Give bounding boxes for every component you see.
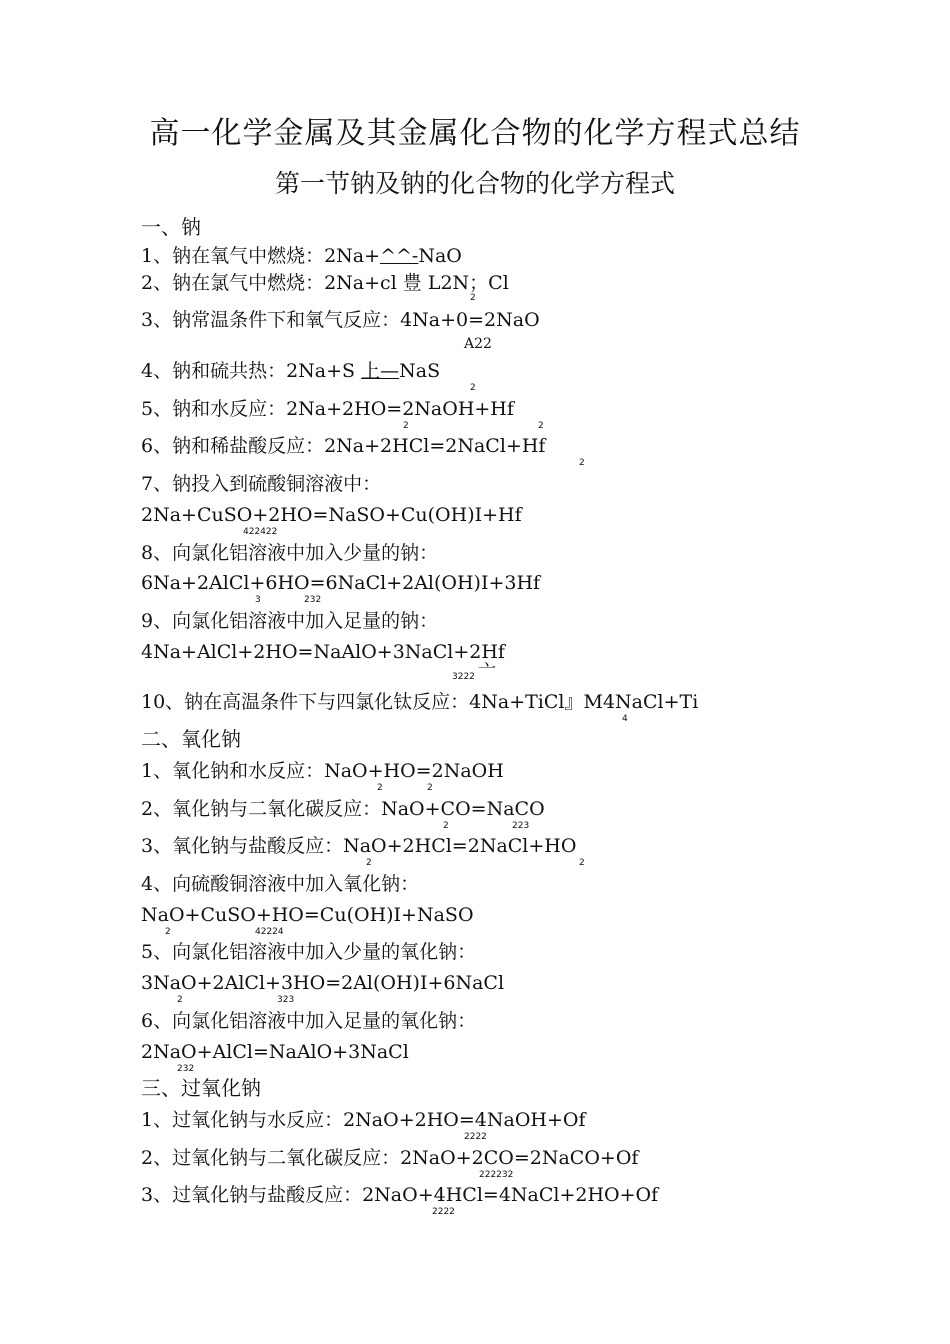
equation-line: NaO+CuSO+HO=Cu(OH)I+NaSO <box>141 904 474 926</box>
equation-line: 3、钠常温条件下和氧气反应：4Na+0=2NaO <box>141 309 540 331</box>
equation-line: 4、向硫酸铜溶液中加入氧化钠： <box>141 873 420 895</box>
equation-line <box>141 243 462 269</box>
subscript-row: 2222 <box>432 1207 455 1217</box>
equation-line: 3、过氧化钠与盐酸反应：2NaO+4HCl=4NaCl+2HO+Of <box>141 1184 659 1206</box>
equation-line: 5、钠和水反应：2Na+2HO=2NaOH+Hf <box>141 398 514 420</box>
equation-line <box>141 358 440 384</box>
equation-line: 6、向氯化铝溶液中加入足量的氧化钠： <box>141 1010 477 1032</box>
document-title: 高一化学金属及其金属化合物的化学方程式总结 <box>149 116 801 151</box>
subscript-row: 2 <box>579 858 585 868</box>
subscript-row: 232 <box>304 595 322 605</box>
subscript-row: 2 <box>427 783 433 793</box>
equation-text: 4、钠和硫共热：2Na+S <box>141 360 362 382</box>
subscript-row: 2 <box>470 383 476 393</box>
equation-line: 5、向氯化铝溶液中加入少量的氧化钠： <box>141 941 477 963</box>
subscript-row: 323 <box>277 995 295 1005</box>
heading-sodium: 一、钠 <box>141 215 201 239</box>
equation-line: 1、过氧化钠与水反应：2NaO+2HO=4NaOH+Of <box>141 1109 586 1131</box>
subscript-row: 2 <box>443 821 449 831</box>
equation-line: 1、氧化钠和水反应：NaO+HO=2NaOH <box>141 760 504 782</box>
subscript-row: 232 <box>177 1064 195 1074</box>
subscript-row: A22 <box>464 336 492 352</box>
subscript-row: 4 <box>622 714 628 724</box>
equation-line: 6、钠和稀盐酸反应：2Na+2HCl=2NaCl+Hf <box>141 435 546 457</box>
subscript-row: 2 <box>377 783 383 793</box>
equation-line: 2NaO+AlCl=NaAlO+3NaCl <box>141 1041 409 1063</box>
subscript-row: 223 <box>512 821 530 831</box>
equation-line: 3、氧化钠与盐酸反应：NaO+2HCl=2NaCl+HO <box>141 835 577 857</box>
subscript-row: 42224 <box>255 927 284 937</box>
heading-sodium-peroxide: 三、过氧化钠 <box>141 1076 261 1100</box>
equation-line: 10、钠在高温条件下与四氯化钛反应：4Na+TiCl』M4NaCl+Ti <box>141 691 699 713</box>
reaction-condition: 上— <box>361 360 400 382</box>
reaction-condition: ^^- <box>380 245 419 267</box>
subscript-row: 2 <box>403 421 409 431</box>
reaction-condition: 亠 <box>478 661 496 682</box>
subscript-row: 2 <box>470 293 476 303</box>
subscript-row: 2 <box>538 421 544 431</box>
subscript-row: 222232 <box>479 1170 514 1180</box>
subscript-row: 2222 <box>464 1132 487 1142</box>
subscript-row: 2 <box>366 858 372 868</box>
subscript-row: 2 <box>177 995 183 1005</box>
heading-sodium-oxide: 二、氧化钠 <box>141 727 241 751</box>
subscript-row: 2 <box>165 927 171 937</box>
equation-line: 7、钠投入到硫酸铜溶液中： <box>141 473 382 495</box>
equation-text: NaS <box>399 360 441 382</box>
equation-line: 6Na+2AlCl+6HO=6NaCl+2Al(OH)I+3Hf <box>141 572 541 594</box>
subscript-row: 3 <box>255 595 261 605</box>
equation-line: 9、向氯化铝溶液中加入足量的钠： <box>141 610 439 632</box>
equation-line: 3NaO+2AlCl+3HO=2Al(OH)I+6NaCl <box>141 972 505 994</box>
subscript-row: 3222 <box>452 672 475 682</box>
equation-line: 4Na+AlCl+2HO=NaAlO+3NaCl+2Hf <box>141 641 505 663</box>
section-subtitle: 第一节钠及钠的化合物的化学方程式 <box>274 169 675 198</box>
equation-line: 2Na+CuSO+2HO=NaSO+Cu(OH)I+Hf <box>141 504 522 526</box>
equation-text: 1、钠在氧气中燃烧：2Na+ <box>141 245 381 267</box>
equation-line: 2、钠在氯气中燃烧：2Na+cl 豊 L2N；Cl <box>141 272 509 294</box>
equation-line: 2、过氧化钠与二氧化碳反应：2NaO+2CO=2NaCO+Of <box>141 1147 639 1169</box>
subscript-row: 2 <box>579 458 585 468</box>
equation-line: 2、氧化钠与二氧化碳反应：NaO+CO=NaCO <box>141 798 545 820</box>
equation-text: NaO <box>418 245 462 267</box>
subscript-row: 422422 <box>243 527 278 537</box>
equation-line: 8、向氯化铝溶液中加入少量的钠： <box>141 542 439 564</box>
